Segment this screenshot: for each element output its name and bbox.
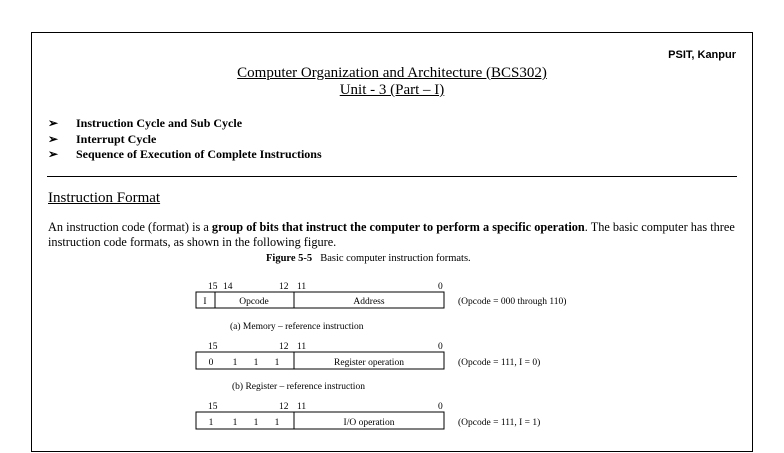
bit-label: 12 [279, 342, 289, 352]
format-note: (Opcode = 000 through 110) [458, 297, 567, 307]
io-instruction-format [196, 402, 540, 429]
field-label: 1 [253, 418, 259, 428]
bit-label: 14 [223, 282, 233, 292]
bit-label: 12 [279, 402, 289, 412]
bit-label: 11 [297, 402, 307, 412]
field-label: 1 [274, 358, 280, 368]
document-page [31, 32, 753, 452]
field-label: 1 [274, 418, 280, 428]
register-reference-format [196, 342, 540, 392]
field-label: I [203, 297, 207, 307]
field-label: Register operation [334, 358, 404, 368]
figure-title: Basic computer instruction formats. [320, 253, 471, 264]
format-caption: (a) Memory – reference instruction [230, 322, 364, 332]
list-item-text: Sequence of Execution of Complete Instructions [76, 147, 322, 161]
field-label: I/O operation [343, 418, 395, 428]
list-item-text: Instruction Cycle and Sub Cycle [76, 116, 243, 130]
figure-number: Figure 5-5 [266, 253, 313, 264]
unit-title: Unit - 3 (Part – I) [339, 82, 445, 98]
arrow-bullet-icon: ➢ [48, 147, 59, 161]
bit-label: 15 [208, 402, 218, 412]
memory-reference-format [196, 282, 566, 332]
paragraph-text-start: An instruction code (format) is a [48, 220, 212, 234]
field-label: 1 [232, 418, 238, 428]
field-label: Address [353, 297, 385, 307]
instruction-format-figure [32, 33, 754, 453]
bit-label: 15 [208, 342, 218, 352]
format-note: (Opcode = 111, I = 0) [458, 358, 541, 368]
bit-label: 0 [438, 402, 443, 412]
arrow-bullet-icon: ➢ [48, 116, 59, 130]
bit-label: 0 [438, 282, 443, 292]
field-label: Opcode [239, 297, 269, 307]
institute-label: PSIT, Kanpur [668, 49, 736, 61]
bit-label: 15 [208, 282, 218, 292]
field-label: 1 [208, 418, 214, 428]
format-caption: (b) Register – reference instruction [232, 382, 365, 392]
instruction-box [196, 292, 444, 308]
list-item-text: Interrupt Cycle [76, 131, 157, 146]
field-label: 1 [253, 358, 259, 368]
bit-label: 11 [297, 282, 307, 292]
bit-label: 11 [297, 342, 307, 352]
paragraph-bold-text: group of bits that instruct the computer to perform a specific operation [211, 220, 585, 234]
field-label: 0 [208, 358, 214, 368]
course-title: Computer Organization and Architecture (BCS302) [237, 65, 547, 81]
bit-label: 0 [438, 342, 443, 352]
bit-label: 12 [279, 282, 289, 292]
section-heading: Instruction Format [48, 190, 161, 206]
paragraph-text-end: . The basic computer has three instruction code formats, as shown in the following figure. [48, 220, 735, 249]
field-label: 1 [232, 358, 238, 368]
arrow-bullet-icon: ➢ [48, 131, 59, 146]
format-note: (Opcode = 111, I = 1) [458, 418, 541, 428]
